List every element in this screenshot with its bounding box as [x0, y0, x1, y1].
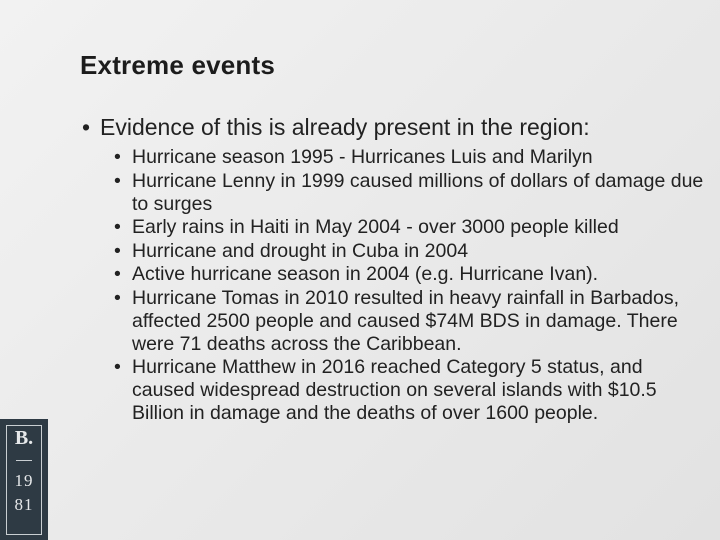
list-item: [114, 240, 704, 263]
list-item-text: Hurricane and drought in Cuba in 2004: [132, 239, 469, 262]
brand-logo: [0, 419, 48, 540]
list-item: [114, 356, 704, 425]
list-item: [114, 216, 704, 239]
list-item-text: Active hurricane season in 2004 (e.g. Hurricane Ivan).: [132, 263, 599, 285]
list-item: [114, 146, 704, 169]
list-item-text: Hurricane Tomas in 2010 resulted in heavy rainfall in Barbados, affected 2500 people and caused $74M BDS in damage. There were 71 deaths across the Caribbean.: [132, 286, 680, 355]
sub-bullet-list: [114, 146, 704, 426]
list-item: [114, 170, 704, 216]
slide-title: Extreme events: [80, 50, 276, 80]
list-item: [114, 263, 704, 286]
bullet-marker: •: [114, 286, 121, 309]
bullet-marker: •: [114, 216, 121, 238]
list-item-text: Early rains in Haiti in May 2004 - over 3000 people killed: [132, 216, 619, 238]
main-bullet: [82, 113, 702, 141]
bullet-marker: •: [114, 356, 121, 378]
list-item: [114, 287, 704, 356]
bullet-marker: •: [114, 146, 121, 168]
list-item-text: Hurricane Matthew in 2016 reached Category 5 status, and caused widespread destruction on several islands with $10.5 Billion in damage and the deaths of over 1600 people.: [132, 356, 657, 424]
bullet-marker: •: [114, 263, 121, 285]
logo-year-top: 19: [14, 471, 34, 490]
bullet-marker: •: [114, 239, 121, 262]
list-item-text: Hurricane Lenny in 1999 caused millions of dollars of damage due to surges: [132, 169, 704, 215]
logo-year-bottom: 81: [14, 495, 34, 514]
logo-letter: B.: [14, 427, 34, 449]
logo-divider: [16, 460, 32, 461]
bullet-marker: •: [82, 114, 91, 140]
bullet-marker: •: [114, 169, 121, 192]
main-bullet-text: Evidence of this is already present in the region:: [100, 114, 590, 140]
list-item-text: Hurricane season 1995 - Hurricanes Luis and Marilyn: [132, 146, 593, 168]
